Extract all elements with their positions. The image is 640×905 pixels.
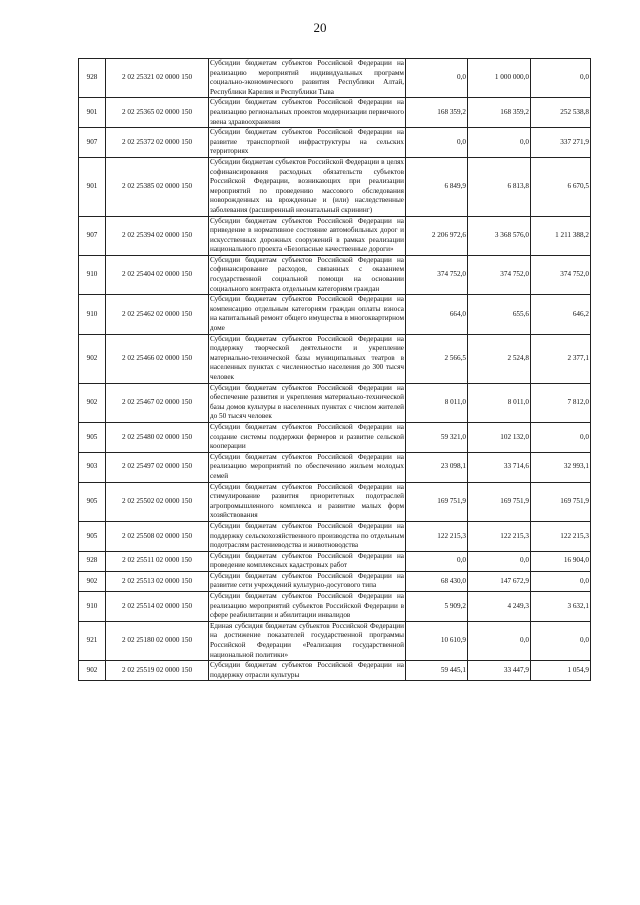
admin-code-cell: 901 bbox=[79, 98, 106, 128]
budget-classification-code-cell: 2 02 25502 02 0000 150 bbox=[106, 482, 209, 521]
admin-code-cell: 905 bbox=[79, 422, 106, 452]
page-number: 20 bbox=[313, 20, 327, 35]
table-row bbox=[79, 521, 591, 551]
amount-year-3-cell: 252 538,8 bbox=[531, 98, 591, 128]
amount-year-1-cell: 2 566,5 bbox=[406, 334, 468, 383]
amount-year-1-cell: 23 098,1 bbox=[406, 452, 468, 482]
amount-year-3-cell: 122 215,3 bbox=[531, 521, 591, 551]
budget-classification-code-cell: 2 02 25385 02 0000 150 bbox=[106, 157, 209, 216]
amount-year-3-cell: 0,0 bbox=[531, 422, 591, 452]
amount-year-1-cell: 169 751,9 bbox=[406, 482, 468, 521]
amount-year-3-cell: 16 904,0 bbox=[531, 551, 591, 571]
amount-year-2-cell: 0,0 bbox=[468, 128, 531, 158]
subsidy-name-cell: Субсидии бюджетам субъектов Российской Федерации на поддержку отрасли культуры bbox=[209, 661, 406, 681]
admin-code-cell: 910 bbox=[79, 255, 106, 294]
subsidy-name-cell: Субсидии бюджетам субъектов Российской Федерации на поддержку сельскохозяйственного производства по отдельным подотраслям растениеводства и животноводства bbox=[209, 521, 406, 551]
subsidy-name-cell: Субсидии бюджетам субъектов Российской Федерации на компенсацию отдельным категориям граждан оплаты взноса на капитальный ремонт общего имущества в многоквартирном доме bbox=[209, 295, 406, 334]
budget-table bbox=[78, 58, 591, 681]
admin-code-cell: 902 bbox=[79, 383, 106, 422]
budget-classification-code-cell: 2 02 25462 02 0000 150 bbox=[106, 295, 209, 334]
admin-code-cell: 928 bbox=[79, 59, 106, 98]
amount-year-2-cell: 374 752,0 bbox=[468, 255, 531, 294]
amount-year-3-cell: 0,0 bbox=[531, 621, 591, 660]
amount-year-1-cell: 2 206 972,6 bbox=[406, 216, 468, 255]
subsidy-name-cell: Субсидии бюджетам субъектов Российской Федерации на поддержку творческой деятельности и укрепление материально-технической базы муниципальных театров в населенных пунктах с численностью населения до 300 тысяч человек bbox=[209, 334, 406, 383]
admin-code-cell: 902 bbox=[79, 334, 106, 383]
amount-year-1-cell: 59 445,1 bbox=[406, 661, 468, 681]
amount-year-1-cell: 664,0 bbox=[406, 295, 468, 334]
amount-year-2-cell: 3 368 576,0 bbox=[468, 216, 531, 255]
subsidy-name-cell: Субсидии бюджетам субъектов Российской Федерации в целях софинансирования расходных обязательств субъектов Российской Федерации, возникающих при реализации мероприятий по проведению массового обследования новорожденных на врожденные и (или) наследственные заболевания (расширенный неонатальный скрининг) bbox=[209, 157, 406, 216]
table-row bbox=[79, 255, 591, 294]
amount-year-1-cell: 5 909,2 bbox=[406, 592, 468, 622]
budget-classification-code-cell: 2 02 25467 02 0000 150 bbox=[106, 383, 209, 422]
amount-year-3-cell: 0,0 bbox=[531, 59, 591, 98]
subsidy-name-cell: Субсидии бюджетам субъектов Российской Федерации на развитие транспортной инфраструктуры на сельских территориях bbox=[209, 128, 406, 158]
amount-year-1-cell: 374 752,0 bbox=[406, 255, 468, 294]
admin-code-cell: 902 bbox=[79, 571, 106, 591]
amount-year-2-cell: 4 249,3 bbox=[468, 592, 531, 622]
amount-year-2-cell: 0,0 bbox=[468, 551, 531, 571]
table-row bbox=[79, 216, 591, 255]
table-row bbox=[79, 482, 591, 521]
budget-classification-code-cell: 2 02 25513 02 0000 150 bbox=[106, 571, 209, 591]
admin-code-cell: 910 bbox=[79, 295, 106, 334]
budget-classification-code-cell: 2 02 25394 02 0000 150 bbox=[106, 216, 209, 255]
amount-year-2-cell: 8 011,0 bbox=[468, 383, 531, 422]
table-row bbox=[79, 571, 591, 591]
table-row bbox=[79, 98, 591, 128]
subsidy-name-cell: Субсидии бюджетам субъектов Российской Федерации на реализацию региональных проектов модернизации первичного звена здравоохранения bbox=[209, 98, 406, 128]
amount-year-3-cell: 6 670,5 bbox=[531, 157, 591, 216]
table-row bbox=[79, 128, 591, 158]
amount-year-2-cell: 122 215,3 bbox=[468, 521, 531, 551]
budget-classification-code-cell: 2 02 25497 02 0000 150 bbox=[106, 452, 209, 482]
table-row bbox=[79, 295, 591, 334]
amount-year-1-cell: 0,0 bbox=[406, 59, 468, 98]
table-row bbox=[79, 157, 591, 216]
table-row bbox=[79, 621, 591, 660]
admin-code-cell: 905 bbox=[79, 482, 106, 521]
subsidy-name-cell: Субсидии бюджетам субъектов Российской Федерации на реализацию мероприятий индивидуальных программ социально-экономического развития Республики Алтай, Республики Карелия и Республики Тыва bbox=[209, 59, 406, 98]
table-row bbox=[79, 59, 591, 98]
amount-year-3-cell: 169 751,9 bbox=[531, 482, 591, 521]
amount-year-1-cell: 0,0 bbox=[406, 551, 468, 571]
amount-year-1-cell: 10 610,9 bbox=[406, 621, 468, 660]
table-row bbox=[79, 422, 591, 452]
budget-classification-code-cell: 2 02 25466 02 0000 150 bbox=[106, 334, 209, 383]
subsidy-name-cell: Субсидии бюджетам субъектов Российской Федерации на реализацию мероприятий по обеспечению жильем молодых семей bbox=[209, 452, 406, 482]
amount-year-3-cell: 1 054,9 bbox=[531, 661, 591, 681]
amount-year-2-cell: 33 447,9 bbox=[468, 661, 531, 681]
budget-classification-code-cell: 2 02 25480 02 0000 150 bbox=[106, 422, 209, 452]
amount-year-3-cell: 374 752,0 bbox=[531, 255, 591, 294]
amount-year-1-cell: 8 011,0 bbox=[406, 383, 468, 422]
admin-code-cell: 902 bbox=[79, 661, 106, 681]
table-row bbox=[79, 551, 591, 571]
amount-year-3-cell: 646,2 bbox=[531, 295, 591, 334]
table-row bbox=[79, 383, 591, 422]
amount-year-3-cell: 2 377,1 bbox=[531, 334, 591, 383]
subsidy-name-cell: Субсидии бюджетам субъектов Российской Федерации на развитие сети учреждений культурно-досугового типа bbox=[209, 571, 406, 591]
amount-year-3-cell: 32 993,1 bbox=[531, 452, 591, 482]
admin-code-cell: 903 bbox=[79, 452, 106, 482]
amount-year-2-cell: 2 524,8 bbox=[468, 334, 531, 383]
subsidy-name-cell: Субсидии бюджетам субъектов Российской Федерации на стимулирование развития приоритетных подотраслей агропромышленного комплекса и развитие малых форм хозяйствования bbox=[209, 482, 406, 521]
amount-year-3-cell: 1 211 388,2 bbox=[531, 216, 591, 255]
budget-table-body bbox=[79, 59, 591, 681]
admin-code-cell: 910 bbox=[79, 592, 106, 622]
amount-year-3-cell: 3 632,1 bbox=[531, 592, 591, 622]
budget-classification-code-cell: 2 02 25519 02 0000 150 bbox=[106, 661, 209, 681]
amount-year-3-cell: 337 271,9 bbox=[531, 128, 591, 158]
admin-code-cell: 921 bbox=[79, 621, 106, 660]
amount-year-2-cell: 168 359,2 bbox=[468, 98, 531, 128]
amount-year-2-cell: 33 714,6 bbox=[468, 452, 531, 482]
amount-year-1-cell: 59 321,0 bbox=[406, 422, 468, 452]
subsidy-name-cell: Единая субсидия бюджетам субъектов Российской Федерации на достижение показателей государственной программы Российской Федерации «Реализация государственной национальной политики» bbox=[209, 621, 406, 660]
budget-classification-code-cell: 2 02 25321 02 0000 150 bbox=[106, 59, 209, 98]
amount-year-2-cell: 6 813,8 bbox=[468, 157, 531, 216]
subsidy-name-cell: Субсидии бюджетам субъектов Российской Федерации на реализацию мероприятий субъектов Российской Федерации в сфере реабилитации и абилитации инвалидов bbox=[209, 592, 406, 622]
budget-classification-code-cell: 2 02 25404 02 0000 150 bbox=[106, 255, 209, 294]
budget-classification-code-cell: 2 02 25514 02 0000 150 bbox=[106, 592, 209, 622]
subsidy-name-cell: Субсидии бюджетам субъектов Российской Федерации на софинансирование расходов, связанных с оказанием государственной социальной помощи на основании социального контракта отдельным категориям граждан bbox=[209, 255, 406, 294]
amount-year-1-cell: 122 215,3 bbox=[406, 521, 468, 551]
amount-year-1-cell: 0,0 bbox=[406, 128, 468, 158]
budget-classification-code-cell: 2 02 25508 02 0000 150 bbox=[106, 521, 209, 551]
amount-year-3-cell: 7 812,0 bbox=[531, 383, 591, 422]
amount-year-2-cell: 169 751,9 bbox=[468, 482, 531, 521]
amount-year-2-cell: 102 132,0 bbox=[468, 422, 531, 452]
budget-classification-code-cell: 2 02 25511 02 0000 150 bbox=[106, 551, 209, 571]
subsidy-name-cell: Субсидии бюджетам субъектов Российской Федерации на создание системы поддержки фермеров и развитие сельской кооперации bbox=[209, 422, 406, 452]
subsidy-name-cell: Субсидии бюджетам субъектов Российской Федерации на приведение в нормативное состояние автомобильных дорог и искусственных дорожных сооружений в рамках реализации национального проекта «Безопасные качественные дороги» bbox=[209, 216, 406, 255]
amount-year-1-cell: 168 359,2 bbox=[406, 98, 468, 128]
amount-year-3-cell: 0,0 bbox=[531, 571, 591, 591]
admin-code-cell: 907 bbox=[79, 216, 106, 255]
amount-year-2-cell: 147 672,9 bbox=[468, 571, 531, 591]
amount-year-2-cell: 655,6 bbox=[468, 295, 531, 334]
subsidy-name-cell: Субсидии бюджетам субъектов Российской Федерации на проведение комплексных кадастровых работ bbox=[209, 551, 406, 571]
amount-year-1-cell: 6 849,9 bbox=[406, 157, 468, 216]
subsidy-name-cell: Субсидии бюджетам субъектов Российской Федерации на обеспечение развития и укрепления материально-технической базы домов культуры в населенных пунктах с числом жителей до 50 тысяч человек bbox=[209, 383, 406, 422]
budget-classification-code-cell: 2 02 25372 02 0000 150 bbox=[106, 128, 209, 158]
admin-code-cell: 905 bbox=[79, 521, 106, 551]
table-row bbox=[79, 334, 591, 383]
admin-code-cell: 907 bbox=[79, 128, 106, 158]
admin-code-cell: 928 bbox=[79, 551, 106, 571]
budget-classification-code-cell: 2 02 25180 02 0000 150 bbox=[106, 621, 209, 660]
amount-year-2-cell: 1 000 000,0 bbox=[468, 59, 531, 98]
table-row bbox=[79, 592, 591, 622]
amount-year-2-cell: 0,0 bbox=[468, 621, 531, 660]
admin-code-cell: 901 bbox=[79, 157, 106, 216]
amount-year-1-cell: 68 430,0 bbox=[406, 571, 468, 591]
table-row bbox=[79, 661, 591, 681]
budget-classification-code-cell: 2 02 25365 02 0000 150 bbox=[106, 98, 209, 128]
table-row bbox=[79, 452, 591, 482]
